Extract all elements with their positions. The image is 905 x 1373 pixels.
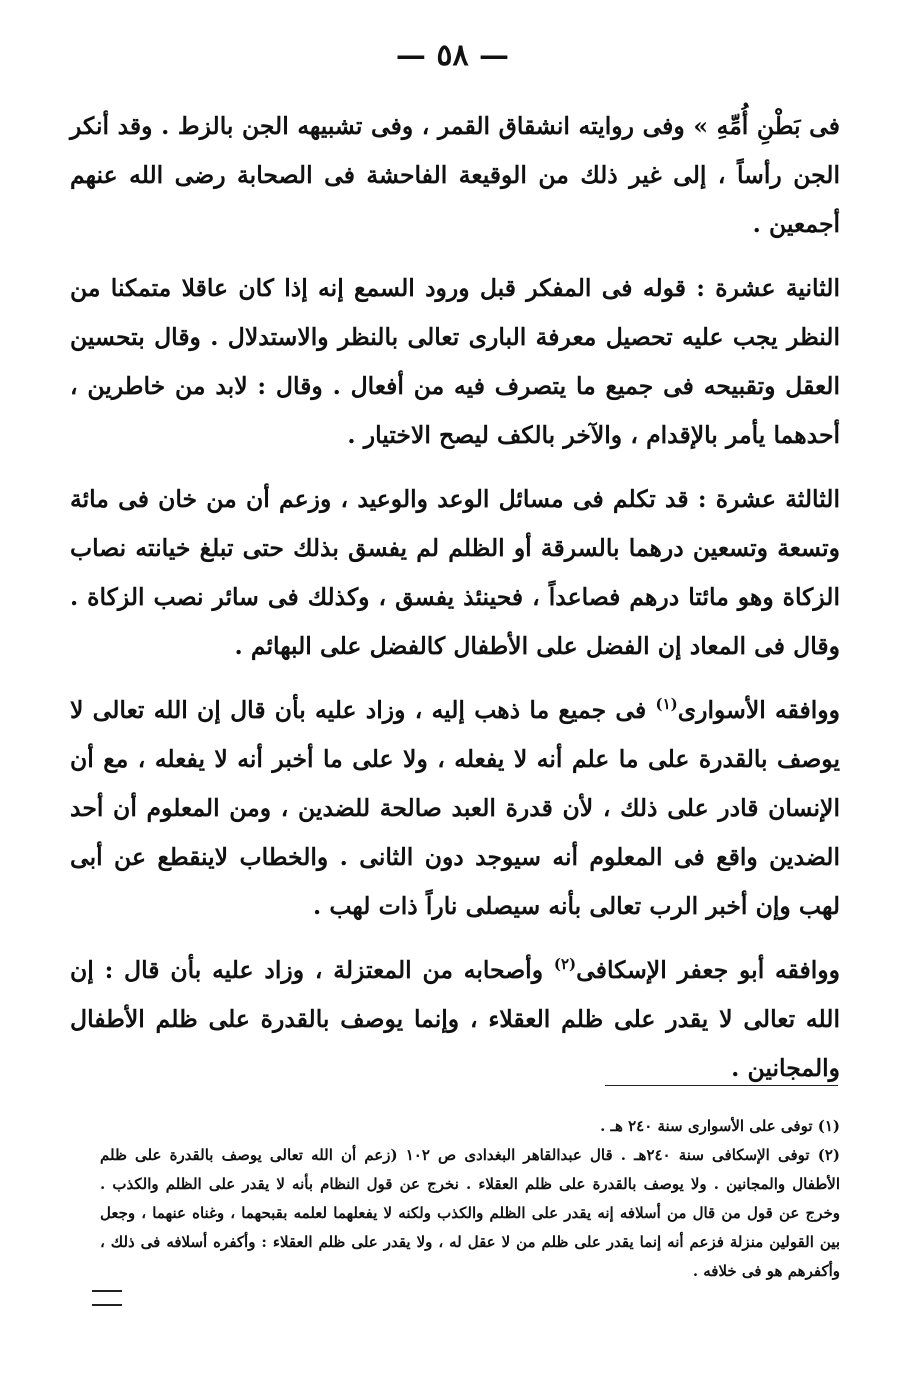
footnote: (٢) توفى الإسكافى سنة ٢٤٠هـ . قال عبدالقاهر البغدادى ص ١٠٢ (زعم أن الله تعالى يوصف بالقدرة على ظلم الأطفال والمجانين . ولا يوصف بالقدرة على ظلم العقلاء . نخرج عن قول النظام بأنه لا يقدر على الظلم والكذب . وخرج عن قول من قال من أسلافه إنه يقدر على الظلم والكذب ولكنه لا يفعلهما لعلمه بقبحهما ، وغناه عنهما ، وجعل بين القولين منزلة فزعم أنه إنما يقدر على ظلم من لا عقل له ، ولا يقدر على ظلم العقلاء : وأكفره أسلافه فى ذلك ، وأكفرهم هو فى خلافه . — [100, 1146, 840, 1280]
paragraph — [70, 686, 840, 931]
paragraph-text: ووافقه أبو جعفر الإسكافى — [576, 956, 840, 984]
paragraph: فى بَطْنِ أُمِّهِ » وفى روايته انشقاق القمر ، وفى تشبيهه الجن بالزط . وقد أنكر الجن رأساً ، إلى غير ذلك من الوقيعة الفاحشة فى الصحابة رضى الله عنهم أجمعين . — [70, 112, 840, 238]
paragraph — [70, 946, 840, 1093]
end-mark — [92, 1290, 122, 1306]
paragraph-text: فى جميع ما ذهب إليه ، وزاد عليه بأن قال إن الله تعالى لا يوصف بالقدرة على ما علم أنه لا يفعله ، ولا على ما أخبر أنه لا يفعله ، مع أن الإنسان قادر على ذلك ، لأن قدرة العبد صالحة للضدين ، ومن المعلوم أن أحد الضدين واقع فى المعلوم أنه سيوجد دون الثانى . والخطاب لاينقطع عن أبى لهب وإن أخبر الرب تعالى بأنه سيصلى ناراً ذات لهب . — [70, 696, 840, 920]
footnotes — [100, 1112, 840, 1286]
footnote-ref: (٢) — [553, 955, 577, 974]
paragraph: الثانية عشرة : قوله فى المفكر قبل ورود السمع إنه إذا كان عاقلا متمكنا من النظر يجب عليه تحصيل معرفة البارى تعالى بالنظر والاستدلال . وقال بتحسين العقل وتقبيحه فى جميع ما يتصرف فيه من أفعال . وقال : لابد من خاطرين ، أحدهما يأمر بالإقدام ، والآخر بالكف ليصح الاختيار . — [70, 274, 840, 449]
footnote-ref: (١) — [655, 695, 678, 714]
paragraph: الثالثة عشرة : قد تكلم فى مسائل الوعد والوعيد ، وزعم أن من خان فى مائة وتسعة وتسعين درهما بالسرقة أو الظلم لم يفسق بذلك حتى تبلغ خيانته نصاب الزكاة وهو مائتا درهم فصاعداً ، فحينئذ يفسق ، وكذلك فى سائر نصب الزكاة . وقال فى المعاد إن الفضل على الأطفال كالفضل على البهائم . — [70, 485, 840, 660]
paragraph-text: ووافقه الأسوارى — [677, 696, 840, 724]
paragraph-text: وأصحابه من المعتزلة ، وزاد عليه بأن قال : إن الله تعالى لا يقدر على ظلم العقلاء ، وإنما يوصف بالقدرة على ظلم الأطفال والمجانين . — [70, 956, 840, 1082]
footnote: (١) توفى على الأسوارى سنة ٢٤٠ هـ . — [600, 1117, 840, 1135]
footnote-separator — [605, 1085, 838, 1086]
main-text — [70, 102, 840, 1093]
page-number: — ٥٨ — — [395, 38, 510, 73]
